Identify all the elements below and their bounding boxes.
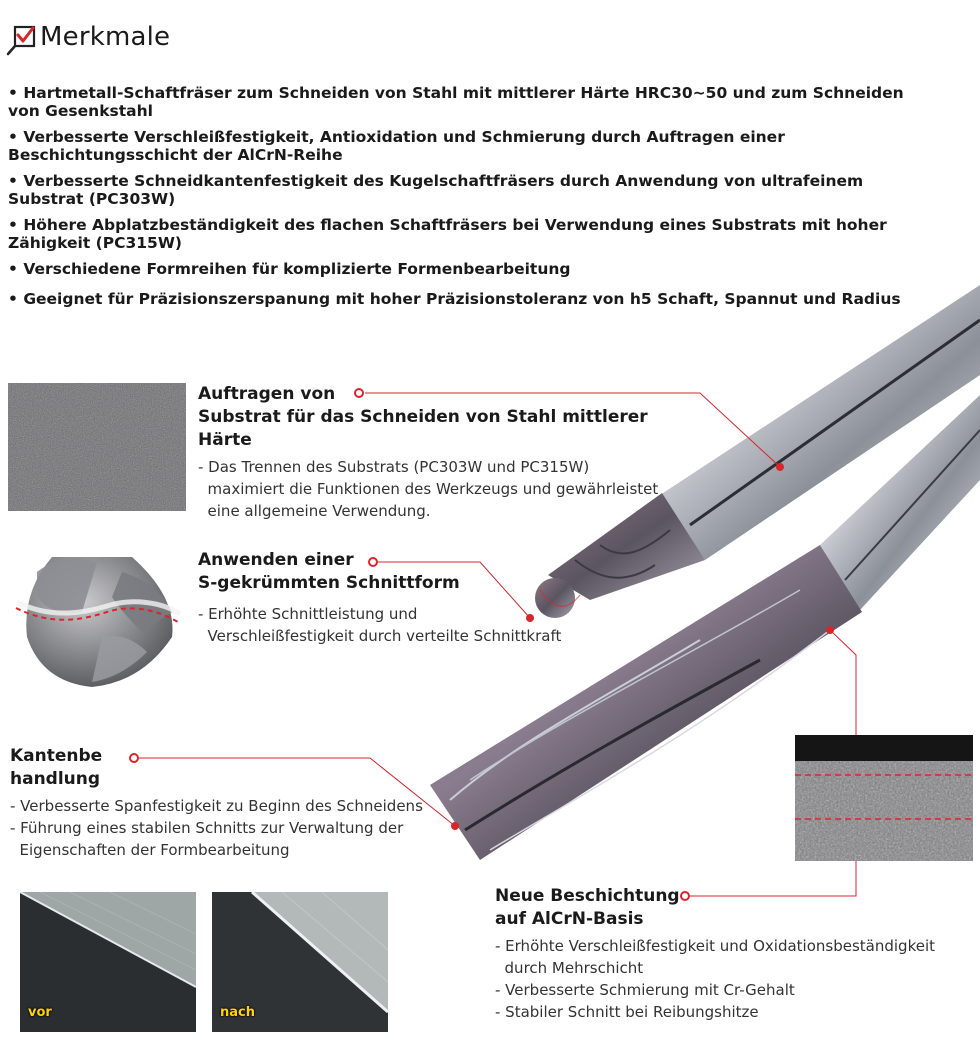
callout-desc-line: - Erhöhte Schnittleistung und xyxy=(198,605,418,623)
callout-desc-line: - Führung eines stabilen Schnitts zur Verwaltung der xyxy=(10,819,404,837)
callout-title: auf AlCrN-Basis xyxy=(495,909,644,929)
callout-title: Kantenbe xyxy=(10,746,103,766)
callout-title: Anwenden einer xyxy=(198,550,354,570)
callout-desc-line: - Erhöhte Verschleißfestigkeit und Oxidationsbeständigkeit xyxy=(495,937,935,955)
before-label: vor xyxy=(28,1005,52,1020)
before-photo xyxy=(20,892,196,1032)
coating-cross-section-image xyxy=(795,735,973,861)
callout-s-shape xyxy=(198,549,618,647)
feature-item: • Verbesserte Verschleißfestigkeit, Antioxidation und Schmierung durch Auftragen einer Beschichtungsschicht der AlCrN-Reihe xyxy=(8,128,908,164)
after-photo xyxy=(212,892,388,1032)
callout-title: Substrat für das Schneiden von Stahl mittlerer Härte xyxy=(198,407,648,450)
callout-desc-line: - Stabiler Schnitt bei Reibungshitze xyxy=(495,1003,759,1021)
callout-title: Auftragen von xyxy=(198,384,336,404)
callout-desc-line: Verschleißfestigkeit durch verteilte Schnittkraft xyxy=(198,627,562,645)
callout-desc-line: - Verbesserte Schmierung mit Cr-Gehalt xyxy=(495,981,795,999)
after-label: nach xyxy=(220,1005,255,1020)
callout-desc-line: maximiert die Funktionen des Werkzeugs und gewährleistet xyxy=(198,480,659,498)
callout-coating xyxy=(495,885,975,1023)
substrate-texture-image xyxy=(8,383,186,511)
callout-desc-line: - Verbesserte Spanfestigkeit zu Beginn des Schneidens xyxy=(10,797,423,815)
callout-desc-line: - Das Trennen des Substrats (PC303W und PC315W) xyxy=(198,458,590,476)
callout-desc-line: durch Mehrschicht xyxy=(495,959,644,977)
feature-item: • Geeignet für Präzisionszerspanung mit hoher Präzisionstoleranz von h5 Schaft, Spannut und Radius xyxy=(8,290,908,308)
s-shape-cutting-diagram xyxy=(12,542,182,690)
callout-title: Neue Beschichtung xyxy=(495,886,680,906)
callout-title: handlung xyxy=(10,769,101,789)
callout-substrate xyxy=(198,383,698,522)
feature-item: • Verschiedene Formreihen für komplizierte Formenbearbeitung xyxy=(8,260,908,278)
page-title: Merkmale xyxy=(40,22,171,52)
callout-desc-line: Eigenschaften der Formbearbeitung xyxy=(10,841,290,859)
callout-title: S-gekrümmten Schnittform xyxy=(198,573,460,593)
callout-edge xyxy=(10,745,450,861)
feature-item: • Höhere Abplatzbeständigkeit des flachen Schaftfräsers bei Verwendung eines Substrats mit hoher Zähigkeit (PC315W) xyxy=(8,216,908,252)
feature-item: • Hartmetall-Schaftfräser zum Schneiden von Stahl mit mittlerer Härte HRC30~50 und zum Schneiden von Gesenkstahl xyxy=(8,84,908,120)
callout-desc-line: eine allgemeine Verwendung. xyxy=(198,502,431,520)
feature-item: • Verbesserte Schneidkantenfestigkeit des Kugelschaftfräsers durch Anwendung von ultrafeinem Substrat (PC303W) xyxy=(8,172,908,208)
